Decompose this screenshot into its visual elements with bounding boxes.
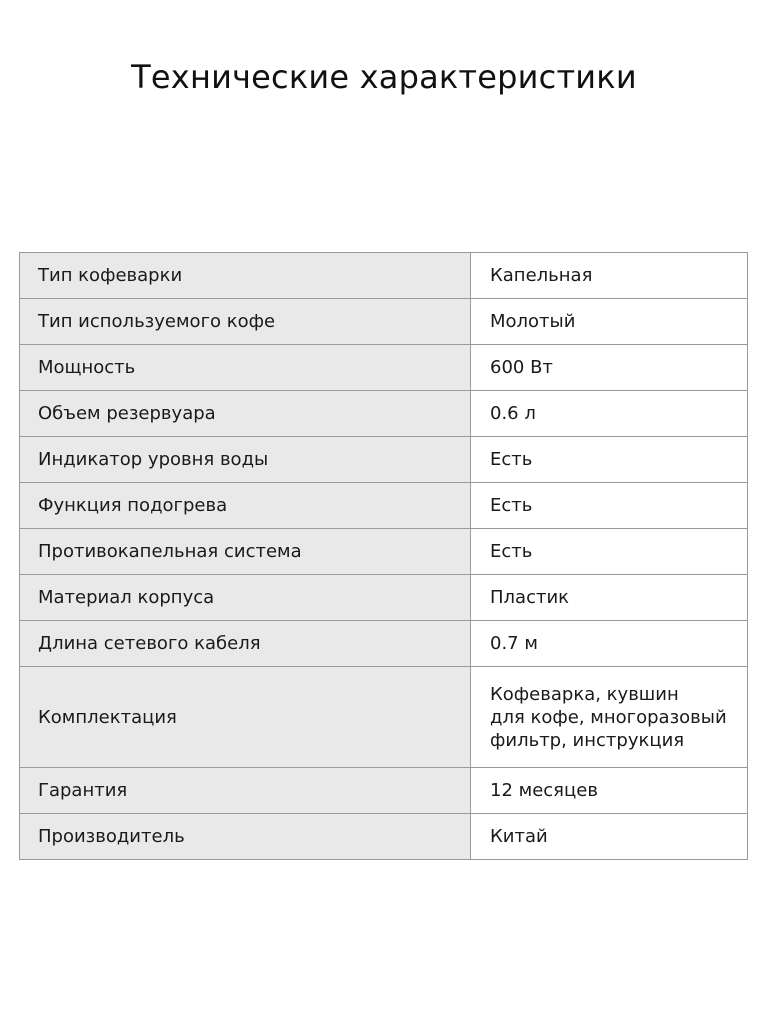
spec-value	[471, 667, 748, 768]
spec-value: 0.6 л	[471, 391, 748, 437]
spec-value-line: Кофеварка, кувшин	[490, 683, 679, 705]
spec-value: Пластик	[471, 575, 748, 621]
table-row	[20, 345, 748, 391]
spec-param: Объем резервуара	[20, 391, 471, 437]
spec-param: Функция подогрева	[20, 483, 471, 529]
spec-value: Капельная	[471, 253, 748, 299]
table-row	[20, 483, 748, 529]
spec-value: 12 месяцев	[471, 768, 748, 814]
spec-param: Комплектация	[20, 667, 471, 768]
spec-param: Гарантия	[20, 768, 471, 814]
spec-value-line: фильтр, инструкция	[490, 729, 685, 751]
table-row	[20, 391, 748, 437]
spec-value: 0.7 м	[471, 621, 748, 667]
table-row	[20, 253, 748, 299]
spec-param: Тип используемого кофе	[20, 299, 471, 345]
table-row	[20, 768, 748, 814]
spec-value: Есть	[471, 437, 748, 483]
table-row	[20, 437, 748, 483]
table-row	[20, 575, 748, 621]
spec-param: Индикатор уровня воды	[20, 437, 471, 483]
spec-param: Длина сетевого кабеля	[20, 621, 471, 667]
table-row	[20, 814, 748, 860]
spec-value: Молотый	[471, 299, 748, 345]
spec-table	[19, 252, 748, 860]
spec-param: Тип кофеварки	[20, 253, 471, 299]
spec-param: Производитель	[20, 814, 471, 860]
spec-value: 600 Вт	[471, 345, 748, 391]
table-row	[20, 299, 748, 345]
table-row	[20, 621, 748, 667]
spec-param: Противокапельная система	[20, 529, 471, 575]
spec-param: Материал корпуса	[20, 575, 471, 621]
spec-value: Есть	[471, 529, 748, 575]
spec-value-line: для кофе, многоразовый	[490, 706, 727, 728]
table-row	[20, 529, 748, 575]
page-title: Технические характеристики	[131, 58, 637, 96]
spec-param: Мощность	[20, 345, 471, 391]
spec-value: Есть	[471, 483, 748, 529]
spec-value: Китай	[471, 814, 748, 860]
table-row	[20, 667, 748, 768]
